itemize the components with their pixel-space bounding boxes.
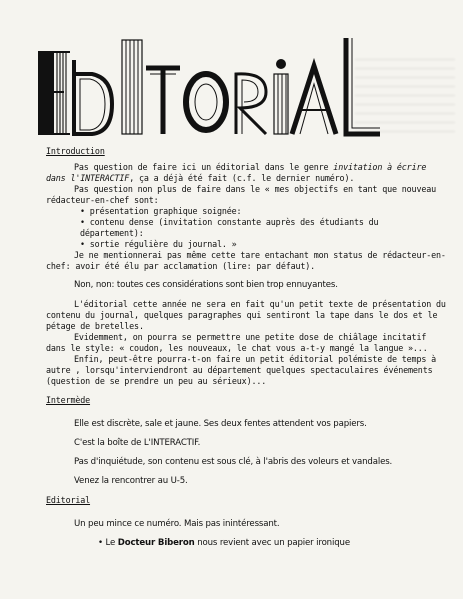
list-item: • sortie régulière du journal. » — [80, 239, 237, 249]
intermede-paragraph-1: Elle est discrète, sale et jaune. Ses deux fentes attendent vos papiers. — [74, 419, 367, 429]
list-item: • contenu dense (invitation constante auprès des étudiants du département): — [80, 217, 379, 238]
intro-paragraph-1 — [46, 162, 446, 184]
heading-editorial: Editorial — [46, 495, 91, 505]
editorial-paragraph-1: Un peu mince ce numéro. Mais pas inintéressant. — [74, 519, 280, 529]
editorial-paragraph-2 — [46, 538, 446, 549]
document-body — [46, 146, 446, 549]
intro-paragraph-5: L'éditorial cette année ne sera en fait qu'un petit texte de présentation du contenu du journal, quelques paragraphes qui sentiront la tape dans le dos et le pétage de bretelles. — [46, 299, 446, 331]
heading-introduction: Introduction — [46, 146, 105, 156]
intro-p1-emphasis-2: l'INTERACTIF — [70, 173, 130, 183]
heading-intermede: Intermède — [46, 395, 91, 405]
editorial-p2-text: nous revient avec un papier ironique — [194, 538, 350, 548]
intro-paragraph-7: Enfin, peut-être pourra-t-on faire un petit éditorial polémiste de temps à autre , lorsqu'interviendront au département quelques spectaculaires événements (question de se prendre un peu au sérieux)... — [46, 354, 437, 386]
intermede-paragraph-2: C'est la boîte de L'INTERACTIF. — [74, 438, 201, 448]
list-item: • présentation graphique soignée: — [80, 206, 242, 216]
intro-paragraph-2: Pas question non plus de faire dans le « mes objectifs en tant que nouveau rédacteur-en-chef sont: — [46, 184, 437, 205]
objectives-list — [46, 206, 446, 250]
editorial-title-logo — [30, 34, 430, 140]
intermede-paragraph-4: Venez la rencontrer au U-5. — [74, 476, 188, 486]
editorial-p2-bullet: • Le — [98, 538, 118, 548]
intro-paragraph-3: Je ne mentionnerai pas même cette tare entachant mon status de rédacteur-en-chef: avoir été élu par acclamation (lire: par défaut). — [46, 250, 446, 271]
intermede-paragraph-3: Pas d'inquiétude, son contenu est sous clé, à l'abris des voleurs et vandales. — [74, 457, 393, 467]
intro-p1-text-end: , ça a déjà été fait (c.f. le dernier numéro). — [129, 173, 355, 183]
editorial-p2-bold: Docteur Biberon — [117, 538, 195, 548]
intro-p1-text: Pas question de faire ici un éditorial dans le genre — [74, 162, 334, 172]
intro-paragraph-6: Evidemment, on pourra se permettre une petite dose de chiâlage incitatif dans le style: « coudon, les nouveaux, le chat vous a-t-y mangé la langue »... — [46, 332, 428, 353]
intro-p1-emphasis: invitation à écrire dans — [46, 162, 427, 183]
intro-paragraph-4: Non, non: toutes ces considérations sont bien trop ennuyantes. — [74, 280, 338, 290]
